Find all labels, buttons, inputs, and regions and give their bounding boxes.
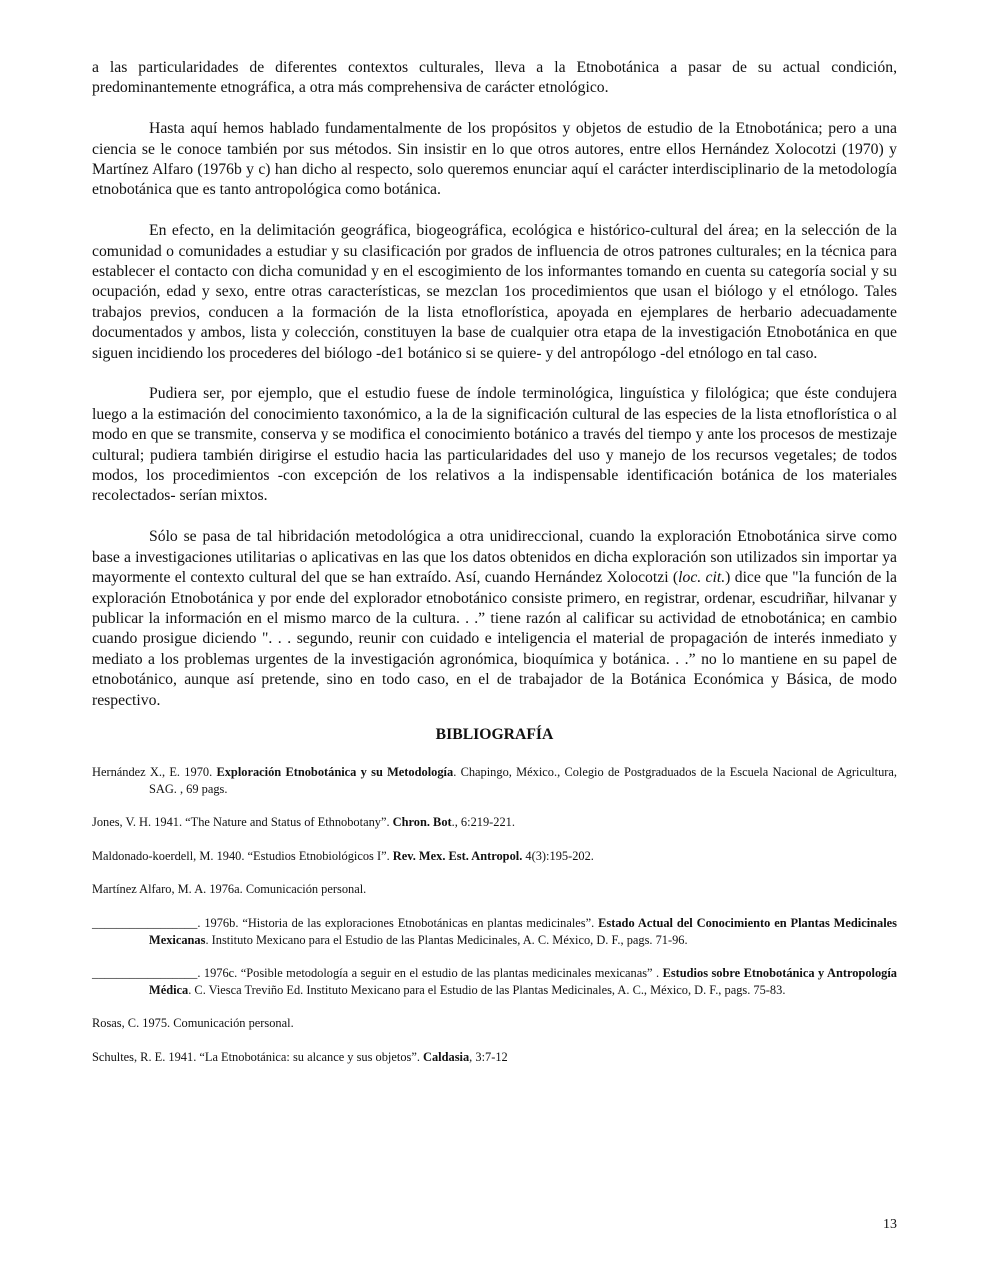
reference-item xyxy=(92,814,897,831)
bibliography-list xyxy=(92,764,897,1066)
reference-text: _________________. 1976c. “Posible metodología a seguir en el estudio de las plantas medicinales mexicanas” . xyxy=(92,966,663,981)
reference-text: . Chapingo, México., Colegio de Postgraduados de la Escuela Nacional de Agricultura, SAG. , 69 pags. xyxy=(149,764,898,796)
reference-item xyxy=(92,848,897,865)
reference-title: Exploración Etnobotánica y su Metodología xyxy=(216,764,454,779)
reference-text: _________________. 1976b. “Historia de las exploraciones Etnobotánicas en plantas medicinales”. xyxy=(92,915,599,930)
reference-text: . Instituto Mexicano para el Estudio de las Plantas Medicinales, A. C. México, D. F., pags. 71-96. xyxy=(205,932,688,947)
paragraph-methods: Hasta aquí hemos hablado fundamentalmente de los propósitos y objetos de estudio de la Etnobotánica; pero a una ciencia se le conoce también por sus métodos. Sin insistir en lo que otros autores, entre ellos Hernández Xolocotzi (1970) y Martínez Alfaro (1976b y c) han dicho al respecto, solo queremos enunciar aquí el carácter interdisciplinario de la metodología etnobotánica que es tanto antropológica como botánica. xyxy=(92,120,897,199)
reference-text: Rosas, C. 1975. Comunicación personal. xyxy=(92,1016,294,1031)
reference-title: Chron. Bot xyxy=(392,815,452,830)
reference-item xyxy=(92,965,897,998)
reference-text: . C. Viesca Treviño Ed. Instituto Mexicano para el Estudio de las Plantas Medicinales, A. C., México, D. F., pags. 75-83. xyxy=(188,982,786,997)
reference-text: 4(3):195-202. xyxy=(522,848,594,863)
reference-item xyxy=(92,764,897,797)
reference-title: Rev. Mex. Est. Antropol. xyxy=(392,848,523,863)
reference-text: Hernández X., E. 1970. xyxy=(92,764,217,779)
reference-title: Estudios sobre Etnobotánica y Antropología Médica xyxy=(149,966,897,997)
bibliography-heading: BIBLIOGRAFÍA xyxy=(435,725,554,743)
paragraph-continuation: a las particularidades de diferentes contextos culturales, lleva a la Etnobotánica a pasar de su actual condición, predominantemente etnográfica, a otra más comprehensiva de carácter etnológico. xyxy=(92,59,897,97)
reference-item xyxy=(92,881,897,898)
reference-title: Estado Actual del Conocimiento en Plantas Medicinales Mexicanas xyxy=(149,915,898,947)
reference-text: ., 6:219-221. xyxy=(451,815,515,830)
document-page xyxy=(92,58,897,1082)
paragraph-hybridization-part-1: Sólo se pasa de tal hibridación metodológica a otra unidireccional, cuando la exploración Etnobotánica sirve como base a investigaciones utilitarias o aplicativas en las que los datos obtenidos en dicha exploración son utilizados sin importar ya mayormente el contexto cultural del que se han extraído. Así, cuando Hernández Xolocotzi ( xyxy=(92,528,897,587)
reference-text: Jones, V. H. 1941. “The Nature and Status of Ethnobotany”. xyxy=(92,815,393,830)
reference-item xyxy=(92,1049,897,1066)
reference-text: Schultes, R. E. 1941. “La Etnobotánica: su alcance y sus objetos”. xyxy=(92,1049,424,1064)
reference-text: Martínez Alfaro, M. A. 1976a. Comunicación personal. xyxy=(92,882,367,897)
reference-item xyxy=(92,1015,897,1032)
paragraph-delimitation: En efecto, en la delimitación geográfica, biogeográfica, ecológica e histórico-cultural del área; en la selección de la comunidad o comunidades a estudiar y su clasificación por grados de influencia de otros patrones culturales; en la técnica para establecer el contacto con dicha comunidad y en el escogimiento de los informantes tomando en cuenta su categoría social y su ocupación, edad y sexo, entre otras características, se mezclan 1os procedimientos que usan el biólogo y el etnólogo. Tales trabajos previos, conducen a la formación de la lista etnoflorística, apoyada en ejemplares de herbario adecuadamente documentados y ambos, lista y colección, constituyen la base de cualquier otra etapa de la investigación Etnobotánica en que siguen incidiendo los procederes del biólogo -de1 botánico si se quiere- y del antropólogo -del etnólogo en tal caso. xyxy=(92,222,897,362)
reference-text: Maldonado-koerdell, M. 1940. “Estudios Etnobiológicos I”. xyxy=(92,848,393,863)
reference-item xyxy=(92,915,897,948)
loc-cit-italic: loc. cit. xyxy=(678,569,726,587)
paragraph-hybridization xyxy=(92,527,897,711)
reference-text: , 3:7-12 xyxy=(469,1049,508,1064)
paragraph-hybridization-part-2: ) dice que "la función de la exploración Etnobotánica y por ende del explorador etnobotánico consiste primero, en registrar, ordenar, escudriñar, hilvanar y publicar la información en el mismo marco de la cultura. . .” tiene razón al calificar su actividad de etnobotánica; en cambio cuando prosigue diciendo ". . . segundo, reunir con cuidado e inteligencia el material de propagación de interés inmediato y mediato a los problemas urgentes de la investigación agronómica, bioquímica y botánica. . .” no lo mantiene en su papel de etnobotánico, aunque así pretende, sino en todo caso, en el de trabajador de la Botánica Económica y Básica, de modo respectivo. xyxy=(92,569,897,709)
reference-title: Caldasia xyxy=(423,1049,470,1064)
paragraph-terminology: Pudiera ser, por ejemplo, que el estudio fuese de índole terminológica, linguística y filológica; que éste condujera luego a la estimación del conocimiento taxonómico, a la de la significación cultural de las especies de la lista etnoflorística o al modo en que se transmite, conserva y se modifica el conocimiento botánico a través del tiempo y ante los procesos de mestizaje cultural; pudiera también dirigirse el estudio hacia las particularidades del uso y manejo de los recursos vegetales; de todos modos, los procedimientos -con excepción de los relativos a la indispensable identificación botánica de los materiales recolectados- serían mixtos. xyxy=(92,385,897,505)
page-number: 13 xyxy=(883,1217,897,1232)
